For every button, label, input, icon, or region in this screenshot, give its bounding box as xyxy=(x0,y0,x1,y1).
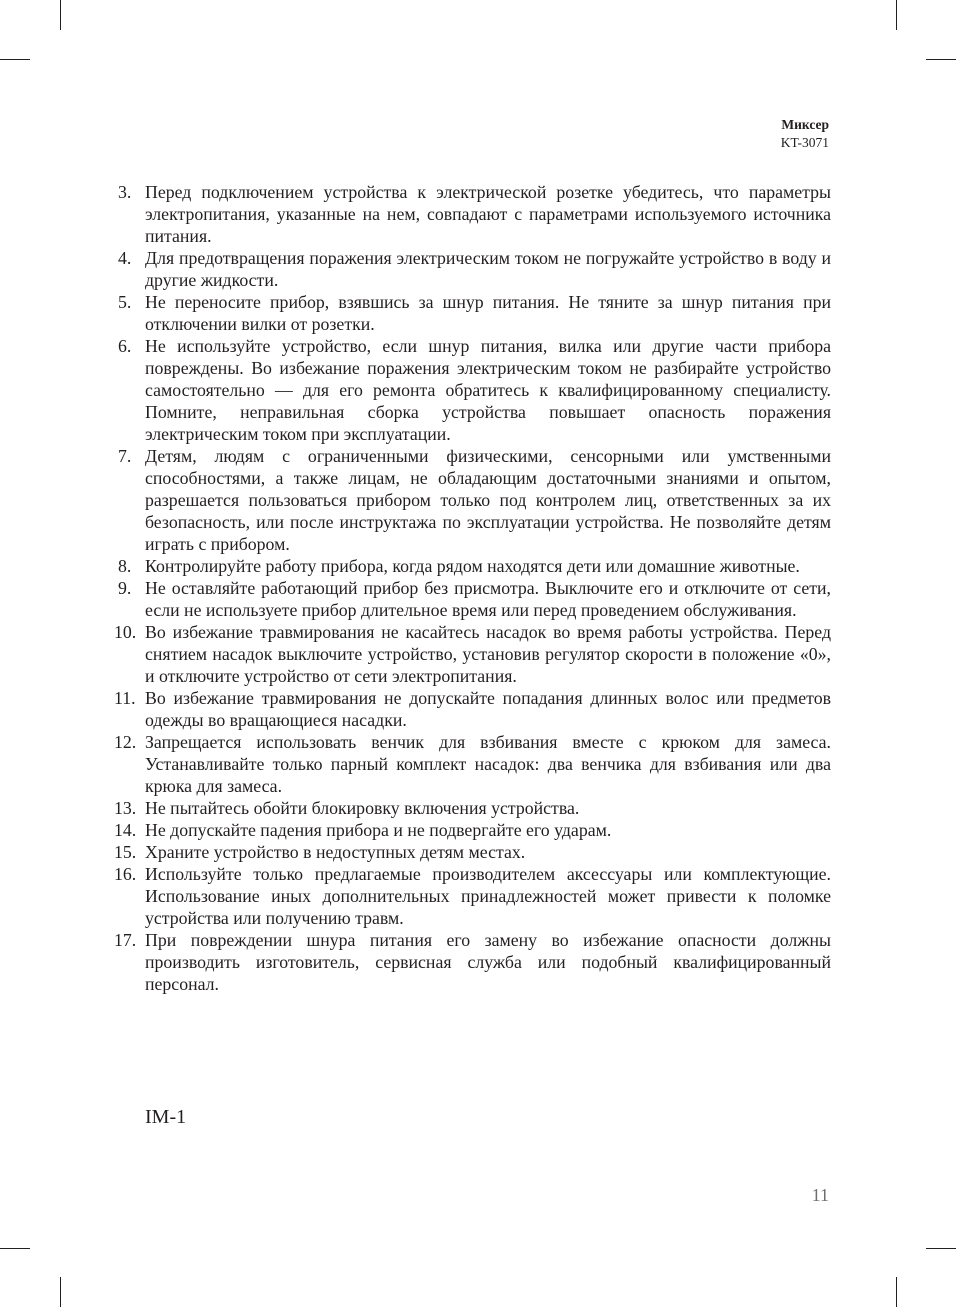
list-item-text: Не оставляйте работающий прибор без присмотра. Выключите его и отключите от сети, если не используете прибор длительное время или перед проведением обслуживания. xyxy=(145,578,831,620)
list-item-number: 13. xyxy=(114,798,137,818)
product-name: Миксер xyxy=(781,117,829,132)
document-code: IM-1 xyxy=(145,1106,187,1128)
crop-mark-bottom-right-h xyxy=(926,1248,956,1249)
list-item-text: Во избежание травмирования не допускайте попадания длинных волос или предметов одежды во вращающиеся насадки. xyxy=(145,688,831,730)
list-item-text: Контролируйте работу прибора, когда рядом находятся дети или домашние животные. xyxy=(145,556,800,576)
page-number: 11 xyxy=(811,1185,829,1205)
list-item xyxy=(114,731,831,797)
list-item xyxy=(114,863,831,929)
list-item-number: 17. xyxy=(114,930,137,950)
list-item-number: 15. xyxy=(114,842,137,862)
list-item-number: 5. xyxy=(118,292,132,312)
list-item xyxy=(114,687,831,731)
list-item xyxy=(114,929,831,995)
list-item-text: Детям, людям с ограниченными физическими, сенсорными или умственными способностями, а также лицам, не обладающим достаточными знаниями и опытом, разрешается пользоваться прибором только под контролем лиц, ответственных за их безопасность, или после инструктажа по эксплуатации устройства. Не позволяйте детям играть с прибором. xyxy=(145,446,831,554)
list-item xyxy=(114,819,831,841)
list-item-number: 3. xyxy=(118,182,132,202)
list-item-number: 7. xyxy=(118,446,132,466)
list-item-number: 14. xyxy=(114,820,137,840)
crop-mark-top-right xyxy=(896,0,897,30)
list-item-number: 4. xyxy=(118,248,132,268)
list-item-text: Используйте только предлагаемые производителем аксессуары или комплектующие. Использование иных дополнительных принадлежностей может привести к поломке устройства или получению травм. xyxy=(145,864,831,928)
list-item xyxy=(114,445,831,555)
list-item-text: Не используйте устройство, если шнур питания, вилка или другие части прибора повреждены. Во избежание поражения электрическим током не разбирайте устройство самостоятельно — для его ремонта обратитесь к квалифицированному специалисту. Помните, неправильная сборка устройства повышает опасность поражения электрическим током при эксплуатации. xyxy=(145,336,831,444)
crop-mark-top-left-h xyxy=(0,59,30,60)
list-item-text: Не допускайте падения прибора и не подвергайте его ударам. xyxy=(145,820,612,840)
list-item-text: Для предотвращения поражения электрическим током не погружайте устройство в воду и другие жидкости. xyxy=(145,248,831,290)
list-item-text: При повреждении шнура питания его замену во избежание опасности должны производить изготовитель, сервисная служба или подобный квалифицированный персонал. xyxy=(145,930,831,994)
list-item xyxy=(114,555,831,577)
list-item xyxy=(114,797,831,819)
product-model: KT-3071 xyxy=(780,135,829,150)
list-item-number: 16. xyxy=(114,864,137,884)
list-item-number: 6. xyxy=(118,336,132,356)
list-item-text: Не пытайтесь обойти блокировку включения устройства. xyxy=(145,798,580,818)
list-item-text: Во избежание травмирования не касайтесь насадок во время работы устройства. Перед снятием насадок выключите устройство, установив регулятор скорости в положение «0», и отключите устройство от сети электропитания. xyxy=(145,622,831,686)
list-item-text: Не переносите прибор, взявшись за шнур питания. Не тяните за шнур питания при отключении вилки от розетки. xyxy=(145,292,831,334)
running-header xyxy=(781,116,829,152)
list-item-number: 11. xyxy=(114,688,136,708)
list-item xyxy=(114,841,831,863)
list-item xyxy=(114,291,831,335)
list-item xyxy=(114,577,831,621)
list-item xyxy=(114,247,831,291)
list-item xyxy=(114,181,831,247)
crop-mark-bottom-left xyxy=(60,1277,61,1307)
crop-mark-top-left xyxy=(60,0,61,30)
crop-mark-bottom-left-h xyxy=(0,1248,30,1249)
list-item xyxy=(114,335,831,445)
list-item-text: Перед подключением устройства к электрической розетке убедитесь, что параметры электропитания, указанные на нем, совпадают с параметрами используемого источника питания. xyxy=(145,182,831,246)
list-item xyxy=(114,621,831,687)
list-item-number: 10. xyxy=(114,622,137,642)
list-item-number: 8. xyxy=(118,556,132,576)
crop-mark-bottom-right xyxy=(896,1277,897,1307)
list-item-number: 12. xyxy=(114,732,137,752)
list-item-text: Запрещается использовать венчик для взбивания вместе с крюком для замеса. Устанавливайте только парный комплект насадок: два венчика для взбивания или два крюка для замеса. xyxy=(145,732,831,796)
list-item-text: Храните устройство в недоступных детям местах. xyxy=(145,842,526,862)
safety-instructions-list xyxy=(114,181,831,995)
list-item-number: 9. xyxy=(118,578,132,598)
crop-mark-top-right-h xyxy=(926,59,956,60)
